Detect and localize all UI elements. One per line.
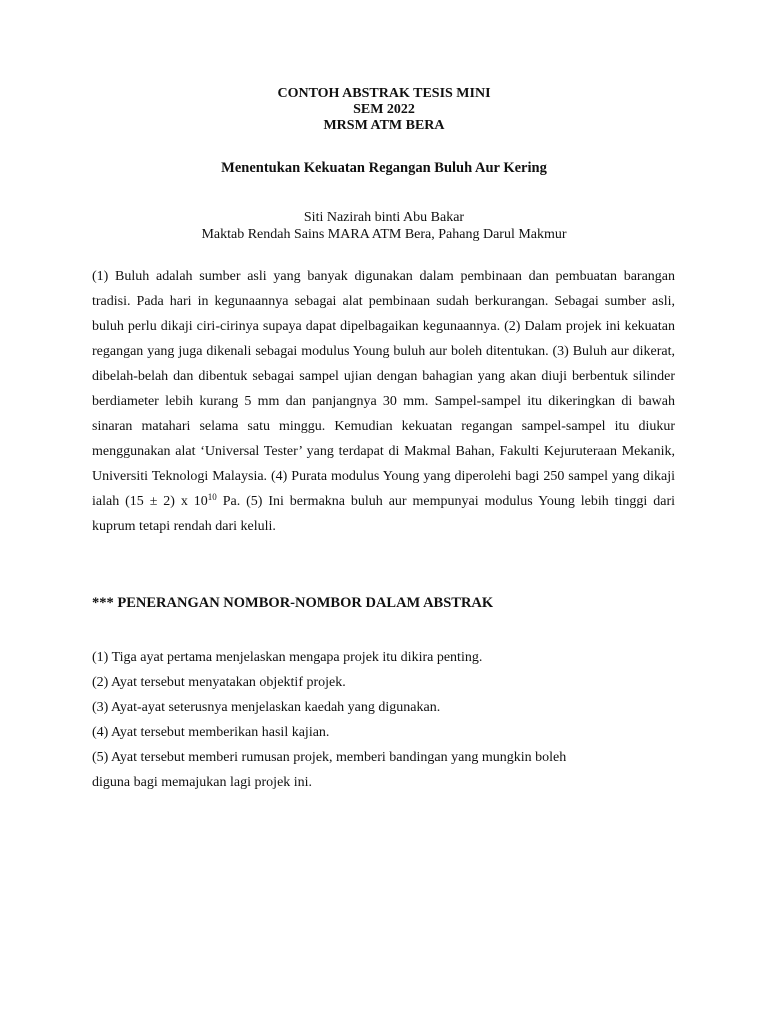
header-line-title: CONTOH ABSTRAK TESIS MINI bbox=[277, 86, 491, 101]
abstract-text-part-2: Pa. (5) Ini bermakna buluh aur mempunyai modulus Young lebih tinggi dari kuprum tetapi rendah dari keluli. bbox=[92, 494, 675, 534]
list-item: (3) Ayat-ayat seterusnya menjelaskan kaedah yang digunakan. bbox=[92, 700, 441, 715]
explanation-list bbox=[92, 645, 675, 795]
explanation-heading: *** PENERANGAN NOMBOR-NOMBOR DALAM ABSTRAK bbox=[92, 595, 494, 611]
paper-title: Menentukan Kekuatan Regangan Buluh Aur Kering bbox=[221, 160, 547, 176]
abstract-exponent: 10 bbox=[207, 492, 217, 502]
author-block bbox=[0, 209, 768, 243]
list-item: (4) Ayat tersebut memberikan hasil kajian. bbox=[92, 725, 330, 740]
author-name: Siti Nazirah binti Abu Bakar bbox=[303, 210, 465, 225]
list-item: (2) Ayat tersebut menyatakan objektif projek. bbox=[92, 675, 346, 690]
list-item: diguna bagi memajukan lagi projek ini. bbox=[92, 775, 313, 790]
abstract-paragraph bbox=[92, 264, 675, 539]
document-header bbox=[0, 86, 768, 134]
list-item: (1) Tiga ayat pertama menjelaskan mengapa projek itu dikira penting. bbox=[92, 650, 483, 665]
header-line-institution: MRSM ATM BERA bbox=[323, 118, 445, 133]
header-line-semester: SEM 2022 bbox=[353, 102, 415, 117]
author-affiliation: Maktab Rendah Sains MARA ATM Bera, Pahang Darul Makmur bbox=[201, 227, 567, 242]
list-item: (5) Ayat tersebut memberi rumusan projek, memberi bandingan yang mungkin boleh bbox=[92, 750, 567, 765]
abstract-text-part-1: (1) Buluh adalah sumber asli yang banyak digunakan dalam pembinaan dan pembuatan barangan tradisi. Pada hari in kegunaannya sebagai alat pembinaan sudah berkurangan. Sebagai sumber asli, buluh perlu dikaji ciri-cirinya supaya dapat dipelbagaikan kegunaannya. (2) Dalam projek ini kekuatan regangan yang juga dikenali sebagai modulus Young buluh aur boleh ditentukan. (3) Buluh aur dikerat, dibelah-belah dan dibentuk sebagai sampel ujian dengan bahagian yang akan diuji berbentuk silinder berdiameter lebih kurang 5 mm dan panjangnya 30 mm. Sampel-sampel itu dikeringkan di bawah sinaran matahari selama satu minggu. Kemudian kekuatan regangan sampel-sampel itu diukur menggunakan alat ‘Universal Tester’ yang terdapat di Makmal Bahan, Fakulti Kejuruteraan Mekanik, Universiti Teknologi Malaysia. (4) Purata modulus Young yang diperolehi bagi 250 sampel yang dikaji ialah (15 ± 2) x 10 bbox=[92, 269, 675, 509]
